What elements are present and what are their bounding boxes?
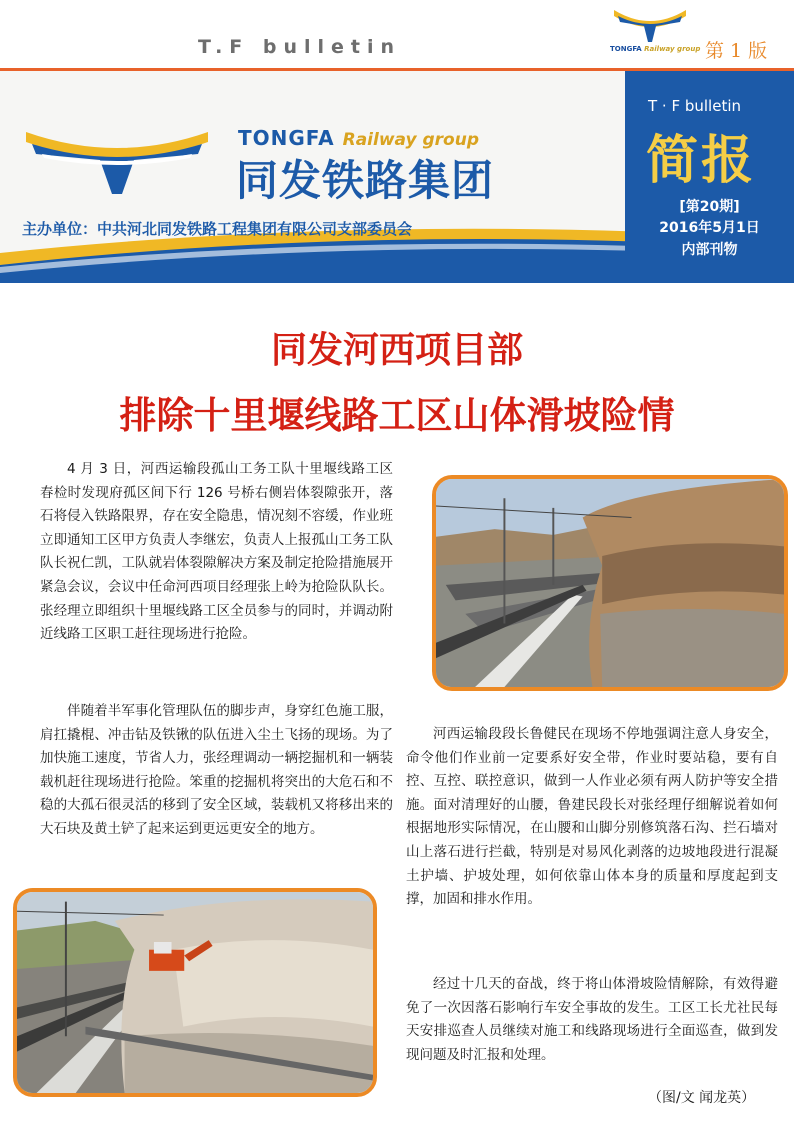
article-paragraph-1: 4 月 3 日，河西运输段孤山工务工队十里堰线路工区春检时发现府孤区间下行 126 号桥右侧岩体裂隙张开，落石将侵入铁路限界，存在安全隐患，情况刻不容缓，作业班立即通知工区甲方负责人李继宏，负责人上报孤山工务工队队长祝仁凯，工队就岩体裂隙解决方案及制定抢险措施展开紧急会议，会议中任命河西项目经理张上岭为抢险队队长。张经理立即组织十里堰线路工区全员参与的同时，并调动附近线路工区职工赶往现场进行抢险。	[40, 461, 393, 643]
issue-number: [第20期]	[679, 199, 740, 215]
side-bulletin-label: T · F bulletin	[648, 97, 742, 115]
issue-date: 2016年5月1日	[659, 220, 760, 236]
brand-en-main: TONGFA	[238, 126, 335, 150]
article-title-line-1: 同发河西项目部	[270, 329, 523, 371]
small-logo-text-sub: Railway group	[644, 45, 701, 53]
issue-type: 内部刊物	[681, 242, 738, 258]
photo-excavator-site	[13, 888, 377, 1097]
sponsor-line: 主办单位：中共河北同发铁路工程集团有限公司支部委员会	[22, 220, 413, 238]
brand-english-name	[238, 126, 479, 150]
masthead-bulletin-label: T.F bulletin	[198, 36, 402, 58]
edition-label: 第 1 版	[705, 40, 768, 62]
excavator-site-photo-illustration	[17, 892, 373, 1093]
article-paragraph-4: 经过十几天的奋战，终于将山体滑坡险情解除，有效得避免了一次因落石影响行车安全事故的发生。工区工长尤社民每天安排巡查人员继续对施工和线路现场进行全面巡查，做到发现问题及时汇报和处理。	[406, 976, 778, 1063]
article-paragraph-2: 伴随着半军事化管理队伍的脚步声，身穿红色施工服，肩扛撬棍、冲击钻及铁锹的队伍进入尘土飞扬的现场。为了加快施工速度，节省人力，张经理调动一辆挖掘机和一辆装载机赶往现场进行抢险。笨重的挖掘机将突出的大危石和不稳的大孤石很灵活的移到了安全区域，装载机又将移出来的大石块及黄土铲了起来运到更远更安全的地方。	[40, 703, 393, 837]
jianbao-title: 简报	[646, 131, 757, 191]
small-logo-text	[610, 45, 700, 53]
article-title-line-2: 排除十里堰线路工区山体滑坡险情	[119, 393, 675, 437]
article-paragraph-3: 河西运输段段长鲁健民在现场不停地强调注意人身安全，命令他们作业前一定要系好安全带，作业时要站稳，要有自控、互控、联控意识，做到一人作业必须有两人防护等安全措施。面对清理好的山腰，鲁建民段长对张经理仔细解说着如何根据地形实际情况，在山腰和山脚分别修筑落石沟、拦石墙对山上落石进行拦截，特别是对易风化剥落的边坡地段进行混凝土护墙、护坡处理，如何依靠山体本身的质量和厚度起到支撑，加固和排水作用。	[406, 726, 778, 908]
article-credit: （图/文 闻龙英）	[648, 1090, 756, 1106]
railway-cliff-photo-illustration	[436, 479, 784, 687]
tongfa-logo-icon	[22, 118, 212, 198]
photo-railway-cliff	[432, 475, 788, 691]
brand-chinese-name: 同发铁路集团	[236, 156, 495, 205]
small-logo-text-main: TONGFA	[610, 45, 642, 53]
brand-en-sub: Railway group	[342, 130, 479, 150]
